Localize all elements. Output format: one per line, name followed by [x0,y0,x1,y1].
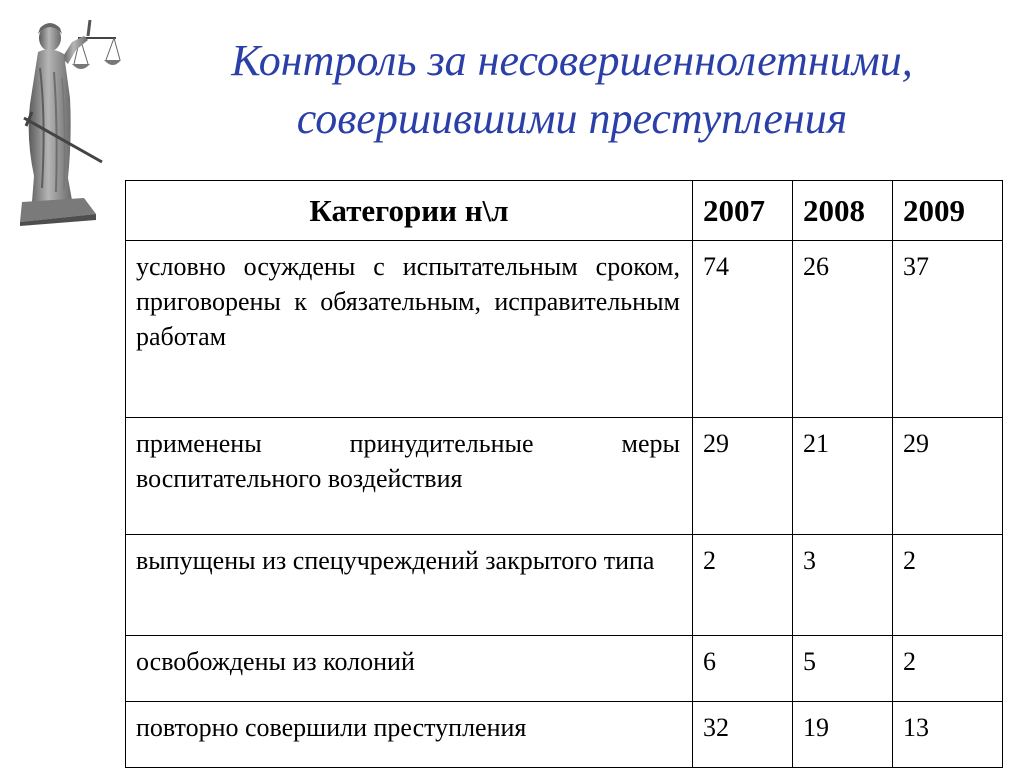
row-category: повторно совершили преступления [126,702,693,768]
title-line-2: совершившими преступления [296,94,848,143]
cell-2007: 29 [693,418,793,535]
cell-2008: 26 [793,241,893,418]
cell-2007: 32 [693,702,793,768]
cell-2008: 19 [793,702,893,768]
cell-2008: 5 [793,636,893,702]
statistics-table [125,180,1003,768]
cell-2009: 13 [893,702,1003,768]
table-row [126,241,1003,418]
header-2008: 2008 [793,181,893,241]
row-category: выпущены из спецучреждений закрытого типа [126,535,693,636]
table-row [126,418,1003,535]
row-category: освобождены из колоний [126,636,693,702]
row-category: применены принудительные меры воспитательного воздействия [126,418,693,535]
cell-2009: 29 [893,418,1003,535]
cell-2007: 74 [693,241,793,418]
cell-2007: 2 [693,535,793,636]
themis-statue-icon [10,8,122,226]
cell-2009: 2 [893,535,1003,636]
table-row [126,636,1003,702]
table-row [126,702,1003,768]
cell-2008: 3 [793,535,893,636]
cell-2007: 6 [693,636,793,702]
row-category: условно осуждены с испытательным сроком, приговорены к обязательным, исправительным работам [126,241,693,418]
header-category: Категории н\л [126,181,693,241]
cell-2009: 2 [893,636,1003,702]
title-line-1: Контроль за несовершеннолетними, [231,36,913,85]
header-2009: 2009 [893,181,1003,241]
page-title [130,32,1014,148]
table-header-row [126,181,1003,241]
cell-2008: 21 [793,418,893,535]
table-row [126,535,1003,636]
cell-2009: 37 [893,241,1003,418]
header-2007: 2007 [693,181,793,241]
